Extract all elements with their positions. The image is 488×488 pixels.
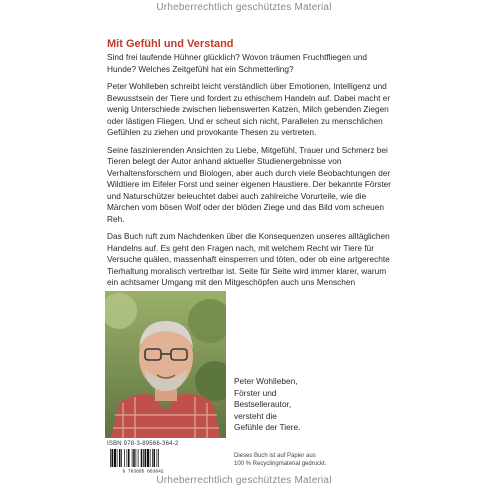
copyright-watermark-top: Urheberrechtlich geschütztes Material <box>156 2 332 13</box>
caption-line: Förster und <box>234 387 277 398</box>
author-caption <box>234 376 354 434</box>
caption-line: Peter Wohlleben, <box>234 376 298 386</box>
barcode <box>107 449 179 473</box>
intro-paragraph: Sind frei laufende Hühner glücklich? Wovon träumen Fruchtfliegen und Hunde? Welches Zeitgefühl hat ein Schmetterling? <box>107 52 367 74</box>
author-paragraph: Peter Wohlleben schreibt leicht verständlich über Emotionen, Intelligenz und Bewusstsein der Tiere und fordert zu ethischem Handeln auf. Dabei macht er wenig Unterschiede zwischen liebenswerten Katzen, Milch gebenden Ziegen oder lästigen Fliegen. Und er scheut sich nicht, Parallelen zu menschlichen Gefühlen zu ziehen und provokante Thesen zu vertreten. <box>107 81 391 137</box>
paper-note-line: 100 % Recyclingmaterial gedruckt. <box>234 461 327 467</box>
caption-line: Gefühle der Tiere. <box>234 422 301 432</box>
author-portrait-image <box>105 291 226 438</box>
author-photo <box>105 291 226 438</box>
copyright-watermark-bottom: Urheberrechtlich geschütztes Material <box>156 475 332 486</box>
research-paragraph: Seine faszinierenden Ansichten zu Liebe, Mitgefühl, Trauer und Schmerz bei Tieren belegt der Autor anhand aktueller Studienergebnisse von Verhaltensforschern und Biologen, aber auch durch viele Beobachtungen der Wildtiere im Eifeler Forst und seiner eigenen Haustiere. Der bekannte Förster und Naturschützer beleuchtet dabei auch zahlreiche Vorurteile, wie die Märchen vom bösen Wolf oder der blöden Ziege und das Bild vom scheuen Reh. <box>107 144 392 224</box>
section-heading: Mit Gefühl und Verstand <box>107 38 234 50</box>
paper-note-line: Dieses Buch ist auf Papier aus <box>234 453 316 459</box>
barcode-digits: 9 783895 663642 <box>122 469 164 473</box>
back-cover-text <box>107 38 392 306</box>
caption-line: Bestsellerautor, <box>234 399 292 409</box>
conclusion-paragraph: Das Buch ruft zum Nachdenken über die Konsequenzen unseres alltäglichen Handelns auf. Es geht den Fragen nach, mit welchem Recht wir Tiere für Versuche quälen, massenhaft einsperren und töten, oder ob eine artgerechte Tierhaltung moralisch vertretbar ist. Seite für Seite wird immer klarer, warum ein achtsamer Umgang mit den Mitgeschöpfen auch uns Menschen <box>107 231 390 287</box>
paper-note <box>234 452 326 468</box>
isbn-label: ISBN 978-3-89566-364-2 <box>107 441 179 447</box>
caption-line: versteht die <box>234 410 277 421</box>
